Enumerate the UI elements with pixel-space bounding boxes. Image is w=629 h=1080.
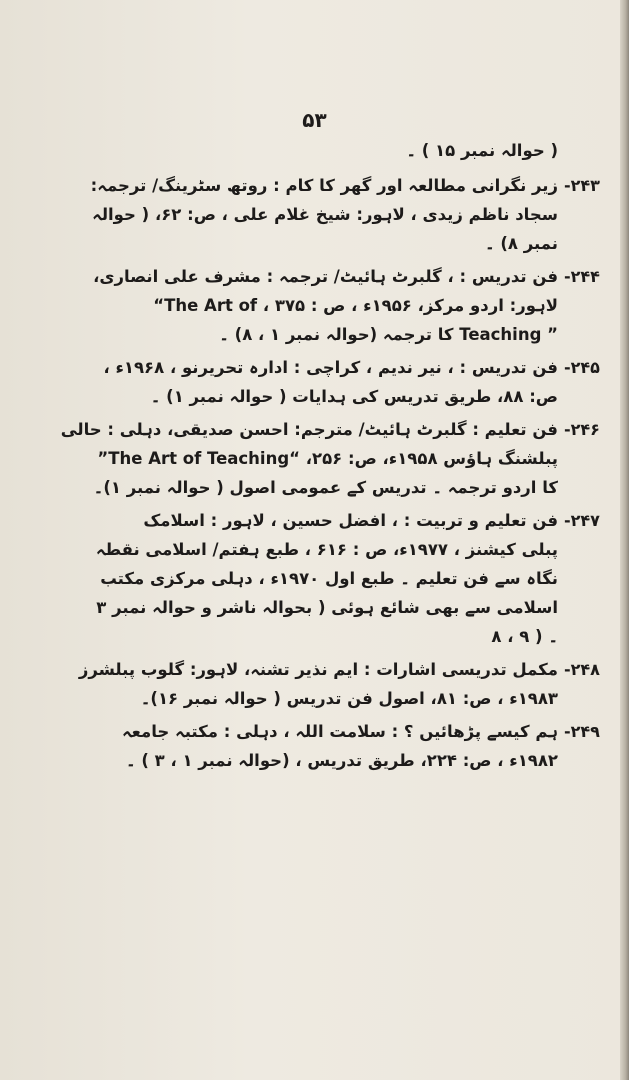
page-edge — [620, 0, 629, 1080]
bibliography-entry — [34, 415, 620, 502]
bibliography-entry — [34, 506, 620, 651]
entry-text-line: فن تعلیم و تربیت : ، افضل حسین ، لاہور : اسلامک — [143, 511, 558, 530]
entry-text-line: ۔ ( ۹ ، ۸ — [491, 627, 558, 646]
bibliography-entry — [34, 655, 620, 713]
entry-number: -۲۴۸ — [564, 660, 600, 679]
entry-text-line: نمبر ۸) ۔ — [484, 234, 558, 253]
bibliography-entry — [34, 353, 620, 411]
entry-text-line: کا اردو ترجمہ ۔ تدریس کے عمومی اصول ( حوالہ نمبر ۱)۔ — [93, 478, 558, 497]
entry-text-line: فن تعلیم : گلبرٹ ہائیٹ/ مترجم: احسن صدیقی، دہلی : حالی — [60, 420, 558, 439]
entry-text-line: لاہور: اردو مرکز، ۱۹۵۶ء ، ص : ۳۷۵ ، The Art of“ — [153, 296, 558, 315]
bibliography-list — [34, 136, 620, 779]
entry-text-line: مکمل تدریسی اشارات : ایم نذیر تشنہ، لاہور: گلوب پبلشرز — [78, 660, 558, 679]
entry-number: -۲۴۴ — [564, 267, 600, 286]
entry-text-line: سجاد ناظم زیدی ، لاہور: شیخ غلام علی ، ص: ۶۲، ( حوالہ — [92, 205, 558, 224]
continued-reference-line: ( حوالہ نمبر ۱۵ ) ۔ — [406, 141, 558, 160]
bibliography-entry — [34, 262, 620, 349]
page-number: ۵۳ — [302, 108, 327, 132]
entry-text-line: ہم کیسے پڑھائیں ؟ : سلامت اللہ ، دہلی : مکتبہ جامعہ — [122, 722, 558, 741]
entry-text-line: پبلی کیشنز ، ۱۹۷۷ء، ص : ۶۱۶ ، طبع ہفتم/ اسلامی نقطہ — [95, 540, 558, 559]
entry-number: -۲۴۶ — [564, 420, 600, 439]
entry-text-line: ۱۹۸۲ء ، ص: ۲۲۴، طریق تدریس ، (حوالہ نمبر ۱ ، ۳ ) ۔ — [125, 751, 558, 770]
bibliography-entry — [34, 717, 620, 775]
entry-text-line: ” Teaching کا ترجمہ (حوالہ نمبر ۱ ، ۸) ۔ — [219, 325, 558, 344]
entry-text-line: اسلامی سے بھی شائع ہوئی ( بحوالہ ناشر و حوالہ نمبر ۳ — [96, 598, 558, 617]
entry-text-line: فن تدریس : ، گلبرٹ ہائیٹ/ ترجمہ : مشرف علی انصاری، — [93, 267, 558, 286]
entry-text-line: ص: ۸۸، طریق تدریس کی ہدایات ( حوالہ نمبر ۱) ۔ — [150, 387, 558, 406]
entry-text-line: ۱۹۸۳ء ، ص: ۸۱، اصول فن تدریس ( حوالہ نمبر ۱۶)۔ — [140, 689, 558, 708]
entry-number: -۲۴۵ — [564, 358, 600, 377]
entry-number: -۲۴۷ — [564, 511, 600, 530]
entry-text-line: پبلشنگ ہاؤس ۱۹۵۸ء، ص: ۲۵۶، “The Art of Teaching” — [97, 449, 558, 468]
bibliography-entry — [34, 171, 620, 258]
entry-number: -۲۴۳ — [564, 176, 600, 195]
entry-text-line: زیر نگرانی مطالعہ اور گھر کا کام : روتھ سٹرینگ/ ترجمہ: — [90, 176, 558, 195]
entry-number: -۲۴۹ — [564, 722, 600, 741]
entry-text-line: نگاہ سے فن تعلیم ۔ طبع اول ۱۹۷۰ء ، دہلی مرکزی مکتب — [100, 569, 558, 588]
entry-text-line: فن تدریس : ، نیر ندیم ، کراچی : ادارہ تحریرنو ، ۱۹۶۸ء ، — [103, 358, 558, 377]
